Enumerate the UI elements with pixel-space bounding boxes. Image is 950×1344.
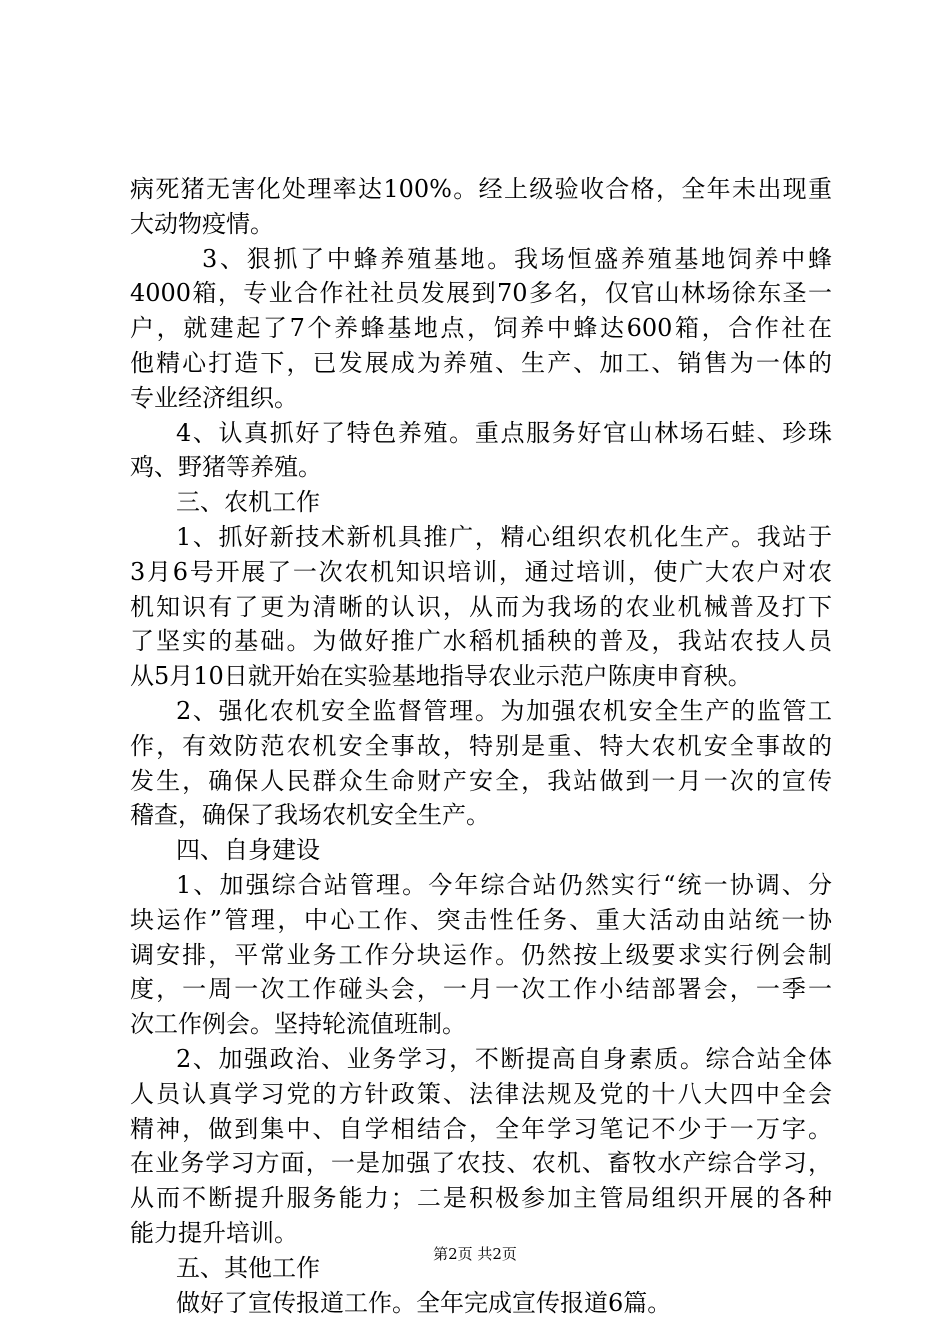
text-line: 3、狠抓了中蜂养殖基地。我场恒盛养殖基地饲养中蜂 (202, 244, 832, 273)
text-line: 了坚实的基础。为做好推广水稻机插秧的普及，我站农技人员 (130, 627, 832, 656)
page-footer: 第2页 共2页 (433, 1245, 517, 1263)
text-line: 户，就建起了7个养蜂基地点，饲养中蜂达600箱，合作社在 (130, 314, 832, 343)
text-line: 四、自身建设 (176, 836, 320, 865)
text-line: 他精心打造下，已发展成为养殖、生产、加工、销售为一体的 (130, 348, 832, 377)
text-line: 鸡、野猪等养殖。 (130, 453, 322, 482)
text-line: 病死猪无害化处理率达100%。经上级验收合格，全年未出现重 (130, 175, 832, 203)
text-line: 2、强化农机安全监督管理。为加强农机安全生产的监管工 (176, 696, 832, 725)
text-line: 能力提升培训。 (130, 1218, 298, 1247)
text-line: 专业经济组织。 (130, 383, 298, 412)
text-line: 从而不断提升服务能力；二是积极参加主管局组织开展的各种 (130, 1184, 832, 1213)
document-body (130, 172, 832, 1320)
text-line: 调安排，平常业务工作分块运作。仍然按上级要求实行例会制 (130, 940, 832, 969)
text-line: 大动物疫情。 (130, 209, 274, 238)
text-line: 五、其他工作 (176, 1253, 320, 1282)
text-line: 4000箱，专业合作社社员发展到70多名，仅官山林场徐东圣一 (130, 279, 832, 308)
text-line: 3月6号开展了一次农机知识培训，通过培训，使广大农户对农 (130, 557, 832, 586)
text-line: 作，有效防范农机安全事故，特别是重、特大农机安全事故的 (130, 731, 832, 760)
text-line: 精神，做到集中、自学相结合，全年学习笔记不少于一万字。 (130, 1114, 832, 1143)
text-line: 机知识有了更为清晰的认识，从而为我场的农业机械普及打下 (130, 592, 832, 621)
text-line: 人员认真学习党的方针政策、法律法规及党的十八大四中全会 (130, 1079, 832, 1108)
text-line: 做好了宣传报道工作。全年完成宣传报道6篇。 (176, 1288, 672, 1317)
text-line: 稽查，确保了我场农机安全生产。 (130, 801, 490, 830)
text-line: 三、农机工作 (176, 488, 320, 517)
text-line: 1、加强综合站管理。今年综合站仍然实行“统一协调、分 (176, 870, 832, 899)
text-line: 块运作”管理，中心工作、突击性任务、重大活动由站统一协 (130, 905, 832, 934)
text-line: 在业务学习方面，一是加强了农技、农机、畜牧水产综合学习， (130, 1149, 832, 1178)
text-line: 4、认真抓好了特色养殖。重点服务好官山林场石蛙、珍珠 (176, 418, 832, 447)
text-line: 2、加强政治、业务学习，不断提高自身素质。综合站全体 (176, 1044, 832, 1073)
text-line: 度，一周一次工作碰头会，一月一次工作小结部署会，一季一 (130, 975, 832, 1004)
text-line: 从5月10日就开始在实验基地指导农业示范户陈庚申育秧。 (130, 662, 752, 691)
text-line: 发生，确保人民群众生命财产安全，我站做到一月一次的宣传 (130, 766, 832, 795)
text-line: 1、抓好新技术新机具推广，精心组织农机化生产。我站于 (176, 522, 832, 551)
text-line: 次工作例会。坚持轮流值班制。 (130, 1010, 466, 1039)
